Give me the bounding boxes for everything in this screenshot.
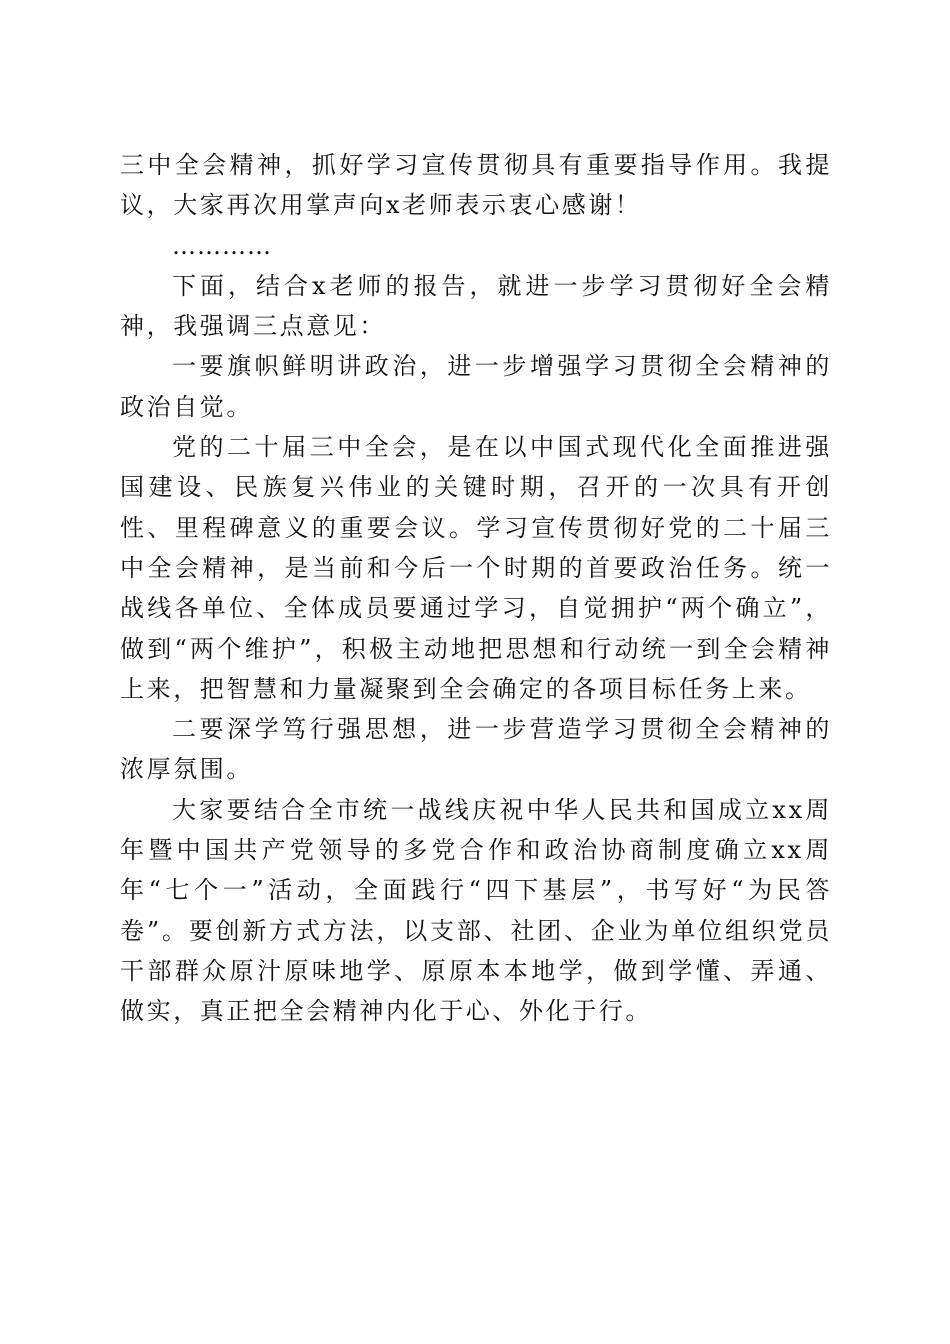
paragraph-closing-thanks: 三中全会精神，抓好学习宣传贯彻具有重要指导作用。我提议，大家再次用掌声向x老师表示衷心感谢！ xyxy=(120,151,832,220)
paragraph-ellipsis: ………… xyxy=(172,231,272,260)
paragraph-point-one-body: 党的二十届三中全会，是在以中国式现代化全面推进强国建设、民族复兴伟业的关键时期，召开的一次具有开创性、里程碑意义的重要会议。学习宣传贯彻好党的二十届三中全会精神，是当前和今后一个时期的首要政治任务。统一战线各单位、全体成员要通过学习，自觉拥护“两个确立”，做到“两个维护”，积极主动地把思想和行动统一到全会精神上来，把智慧和力量凝聚到全会确定的各项目标任务上来。 xyxy=(120,433,832,703)
paragraph-point-two-body: 大家要结合全市统一战线庆祝中华人民共和国成立xx周年暨中国共产党领导的多党合作和政治协商制度确立xx周年“七个一”活动，全面践行“四下基层”，书写好“为民答卷”。要创新方式方法，以支部、社团、企业为单位组织党员干部群众原汁原味地学、原原本本地学，做到学懂、弄通、做实，真正把全会精神内化于心、外化于行。 xyxy=(120,795,832,1026)
paragraph-point-two-heading: 二要深学笃行强思想，进一步营造学习贯彻全会精神的浓厚氛围。 xyxy=(120,715,832,784)
document-body xyxy=(120,145,832,1032)
paragraph-intro: 下面，结合x老师的报告，就进一步学习贯彻好全会精神，我强调三点意见： xyxy=(120,271,832,341)
paragraph-point-one-heading: 一要旗帜鲜明讲政治，进一步增强学习贯彻全会精神的政治自觉。 xyxy=(120,352,832,421)
